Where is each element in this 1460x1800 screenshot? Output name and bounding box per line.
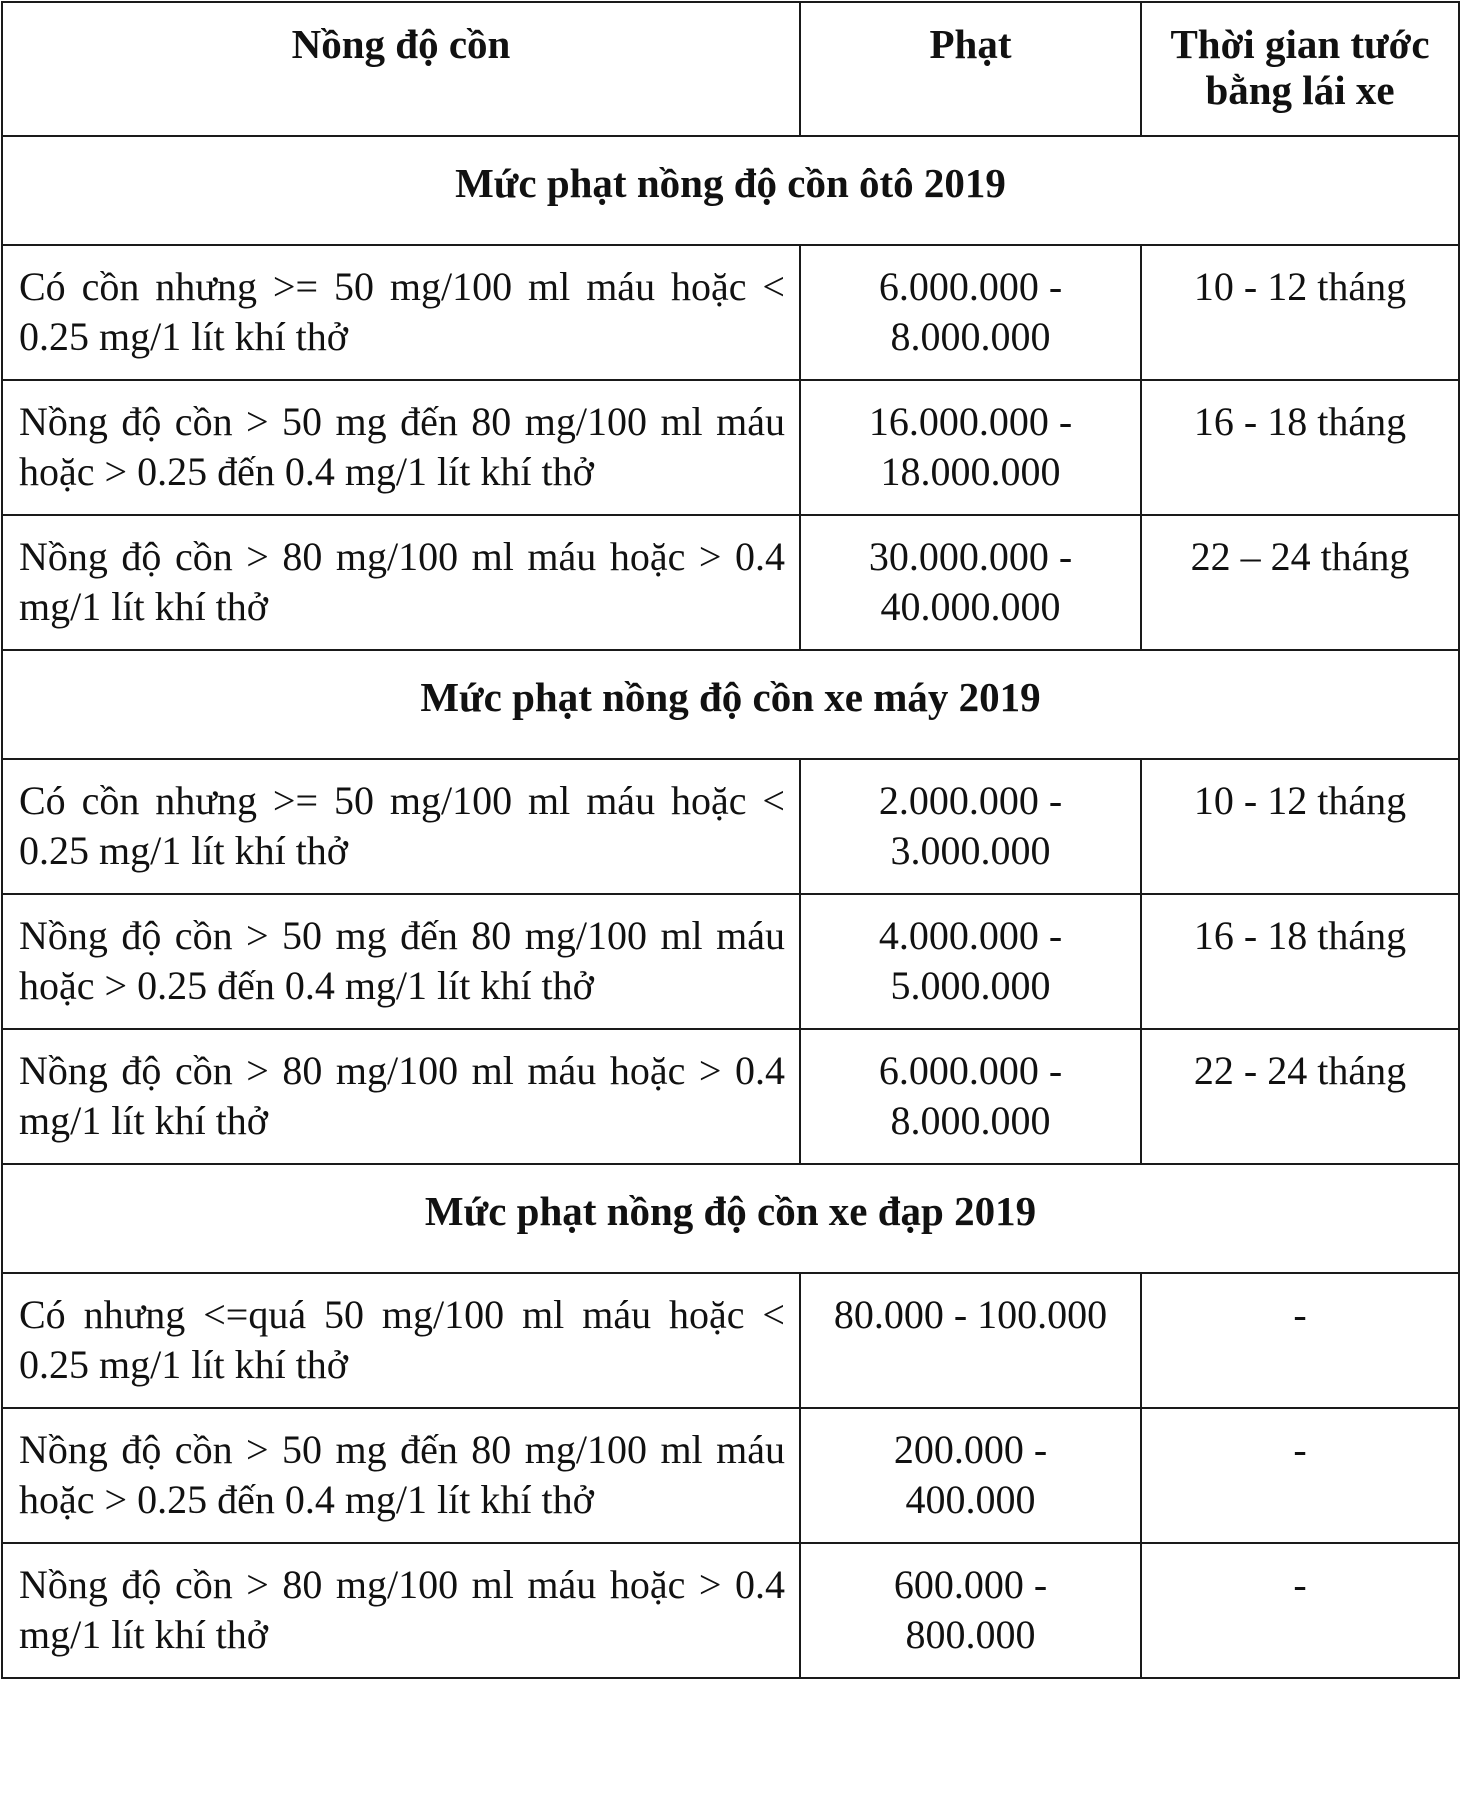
fine-to: 8.000.000: [890, 1098, 1051, 1143]
fine-cell: [800, 1273, 1141, 1408]
fine-to: 3.000.000: [890, 828, 1051, 873]
table-row: [2, 1273, 1459, 1408]
alcohol-level-cell: Có cồn nhưng >= 50 mg/100 ml máu hoặc < 0.25 mg/1 lít khí thở: [2, 759, 800, 894]
fine-from: 4.000.000 -: [878, 913, 1063, 958]
fine-from: 30.000.000 -: [868, 534, 1073, 579]
fine-from: 80.000 - 100.000: [833, 1292, 1108, 1337]
header-alcohol-level: Nồng độ cồn: [2, 2, 800, 136]
alcohol-fines-table: [1, 1, 1460, 1679]
table-row: [2, 1543, 1459, 1678]
header-license-suspension: [1141, 2, 1459, 136]
fine-to: 8.000.000: [890, 314, 1051, 359]
table-row: [2, 894, 1459, 1029]
fine-from: 200.000 -: [893, 1427, 1048, 1472]
fine-cell: [800, 759, 1141, 894]
fine-cell: [800, 1029, 1141, 1164]
table-row: [2, 515, 1459, 650]
fine-to: 800.000: [905, 1612, 1036, 1657]
table-row: [2, 1408, 1459, 1543]
table-row: [2, 380, 1459, 515]
suspension-cell: 16 - 18 tháng: [1141, 380, 1459, 515]
fine-from: 6.000.000 -: [878, 264, 1063, 309]
header-license-suspension-line2: bằng lái xe: [1205, 67, 1395, 113]
alcohol-level-cell: Nồng độ cồn > 80 mg/100 ml máu hoặc > 0.4 mg/1 lít khí thở: [2, 1543, 800, 1678]
fine-from: 6.000.000 -: [878, 1048, 1063, 1093]
suspension-cell: 22 - 24 tháng: [1141, 1029, 1459, 1164]
alcohol-level-cell: Có cồn nhưng >= 50 mg/100 ml máu hoặc < 0.25 mg/1 lít khí thở: [2, 245, 800, 380]
fine-from: 2.000.000 -: [878, 778, 1063, 823]
fine-from: 600.000 -: [893, 1562, 1048, 1607]
fine-cell: [800, 380, 1141, 515]
alcohol-level-cell: Nồng độ cồn > 50 mg đến 80 mg/100 ml máu hoặc > 0.25 đến 0.4 mg/1 lít khí thở: [2, 894, 800, 1029]
fine-cell: [800, 894, 1141, 1029]
fine-cell: [800, 245, 1141, 380]
header-row: [2, 2, 1459, 136]
fine-from: 16.000.000 -: [868, 399, 1073, 444]
table-row: [2, 1029, 1459, 1164]
alcohol-level-cell: Có nhưng <=quá 50 mg/100 ml máu hoặc < 0.25 mg/1 lít khí thở: [2, 1273, 800, 1408]
alcohol-level-cell: Nồng độ cồn > 80 mg/100 ml máu hoặc > 0.4 mg/1 lít khí thở: [2, 1029, 800, 1164]
suspension-cell: 10 - 12 tháng: [1141, 759, 1459, 894]
header-fine: Phạt: [800, 2, 1141, 136]
fine-cell: [800, 515, 1141, 650]
table-row: [2, 759, 1459, 894]
suspension-cell: -: [1141, 1408, 1459, 1543]
fine-to: 5.000.000: [890, 963, 1051, 1008]
alcohol-level-cell: Nồng độ cồn > 80 mg/100 ml máu hoặc > 0.4 mg/1 lít khí thở: [2, 515, 800, 650]
fine-to: 18.000.000: [880, 449, 1061, 494]
alcohol-level-cell: Nồng độ cồn > 50 mg đến 80 mg/100 ml máu hoặc > 0.25 đến 0.4 mg/1 lít khí thở: [2, 1408, 800, 1543]
section-title-motorbike: Mức phạt nồng độ cồn xe máy 2019: [2, 650, 1459, 759]
section-row-motorbike: [2, 650, 1459, 759]
suspension-cell: 10 - 12 tháng: [1141, 245, 1459, 380]
section-title-bicycle: Mức phạt nồng độ cồn xe đạp 2019: [2, 1164, 1459, 1273]
fine-cell: [800, 1408, 1141, 1543]
suspension-cell: 22 – 24 tháng: [1141, 515, 1459, 650]
table-row: [2, 245, 1459, 380]
alcohol-level-cell: Nồng độ cồn > 50 mg đến 80 mg/100 ml máu hoặc > 0.25 đến 0.4 mg/1 lít khí thở: [2, 380, 800, 515]
section-row-car: [2, 136, 1459, 245]
suspension-cell: -: [1141, 1543, 1459, 1678]
fine-to: 40.000.000: [880, 584, 1061, 629]
header-license-suspension-line1: Thời gian tước: [1170, 21, 1430, 67]
fine-to: 400.000: [905, 1477, 1036, 1522]
fine-cell: [800, 1543, 1141, 1678]
suspension-cell: 16 - 18 tháng: [1141, 894, 1459, 1029]
section-title-car: Mức phạt nồng độ cồn ôtô 2019: [2, 136, 1459, 245]
suspension-cell: -: [1141, 1273, 1459, 1408]
section-row-bicycle: [2, 1164, 1459, 1273]
